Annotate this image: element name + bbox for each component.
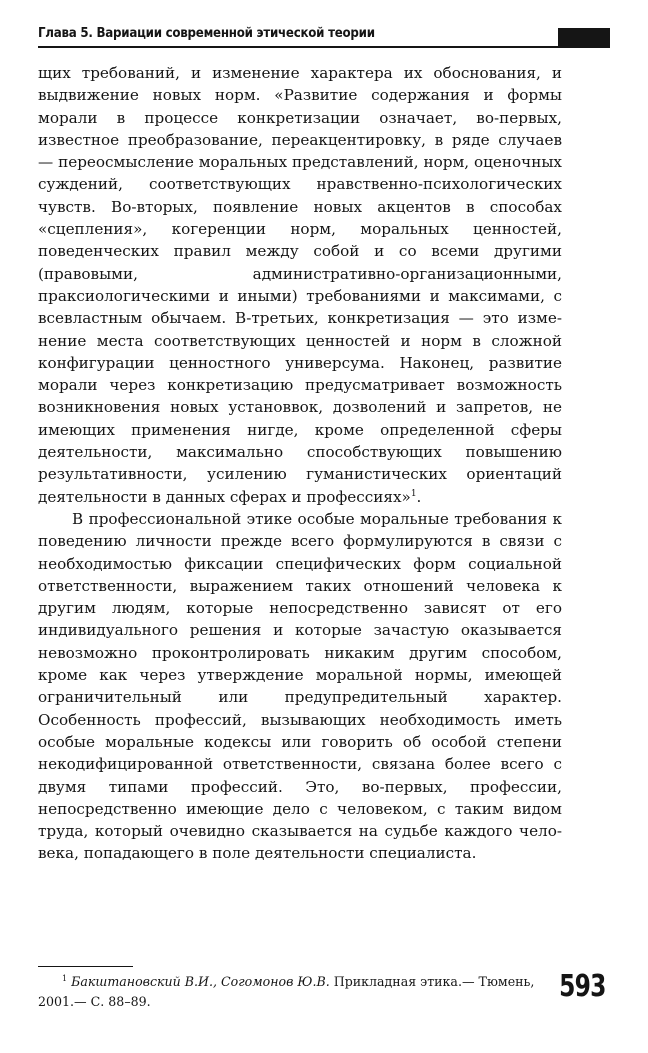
footnote-citation: Прикладная этика.— Тюмень, 2001.— С. 88–89. [38, 974, 535, 1009]
footnote-reference: 1 [410, 488, 417, 499]
paragraph-quote-text: щих требований, и изменение характера их обоснования, и выдвижение новых норм. «Развитие содержания и формы морали в процессе конкретизации означает, во-первых, известное преобразование, переакцентировку, в ряде случаев — переосмысление моральных представлений, норм, оценочных суждений, соответствующих нравственно-психологических чувств. Во-вторых, появление новых акцентов в способах «сцепления», когеренции норм, моральных ценностей, поведенческих правил между собой и со всеми другими (правовыми, административно-организационными, праксиологическими и иными) требованиями и максимами, с всевластным обычаем. В-третьих, конкретизация — это изменение места соответствующих ценностей и норм в сложной конфигурации ценностного универсума. Наконец, развитие морали через конкретизацию предусматривает возможность возникновения новых установвок, дозволений и запретов, не имеющих применения нигде, кроме определенной сферы деятельности, максимально способствующих повышению результативности, усилению гуманистических ориентаций деятельности в данных сферах и профессиях» [38, 64, 562, 506]
paragraph-professional-ethics: В профессиональной этике особые моральные требования к поведению личности прежде всего формулируются в связи с необходимостью фиксации специфических форм социальной ответственности, выражением таких отношений человека к другим людям, которые непосредственно зависят от его индивидуального решения и которые зачастую оказывается невозможно проконтролировать никаким другим способом, кроме как через утверждение моральной нормы, имеющей ограничительный или предупредительный характер. Особенность профессий, вызывающих необходимость иметь особые моральные кодексы или говорить об особой степени некодифицированной ответственности, связана более всего с двумя типами профессий. Это, во-первых, профессии, непосредственно имеющие дело с человеком, с таким видом труда, который очевидно сказывается на судьбе каждого человека, попадающего в поле деятельности специалиста. [38, 509, 562, 863]
main-text [38, 62, 562, 865]
page-number: 593 [559, 969, 606, 1004]
paragraph-quote-end: . [416, 487, 422, 506]
paragraph-quote [38, 62, 562, 508]
header-black-block [558, 28, 610, 48]
running-head [38, 24, 610, 50]
footnote [38, 972, 538, 1012]
footnote-separator [38, 966, 133, 967]
chapter-title: Глава 5. Вариации современной этической теории [38, 25, 375, 41]
footnote-authors: Бакштановский В.И., Согомонов Ю.В. [71, 974, 330, 989]
footnote-text [38, 972, 538, 1012]
footnote-number: 1 [62, 973, 68, 983]
header-rule [38, 46, 562, 48]
